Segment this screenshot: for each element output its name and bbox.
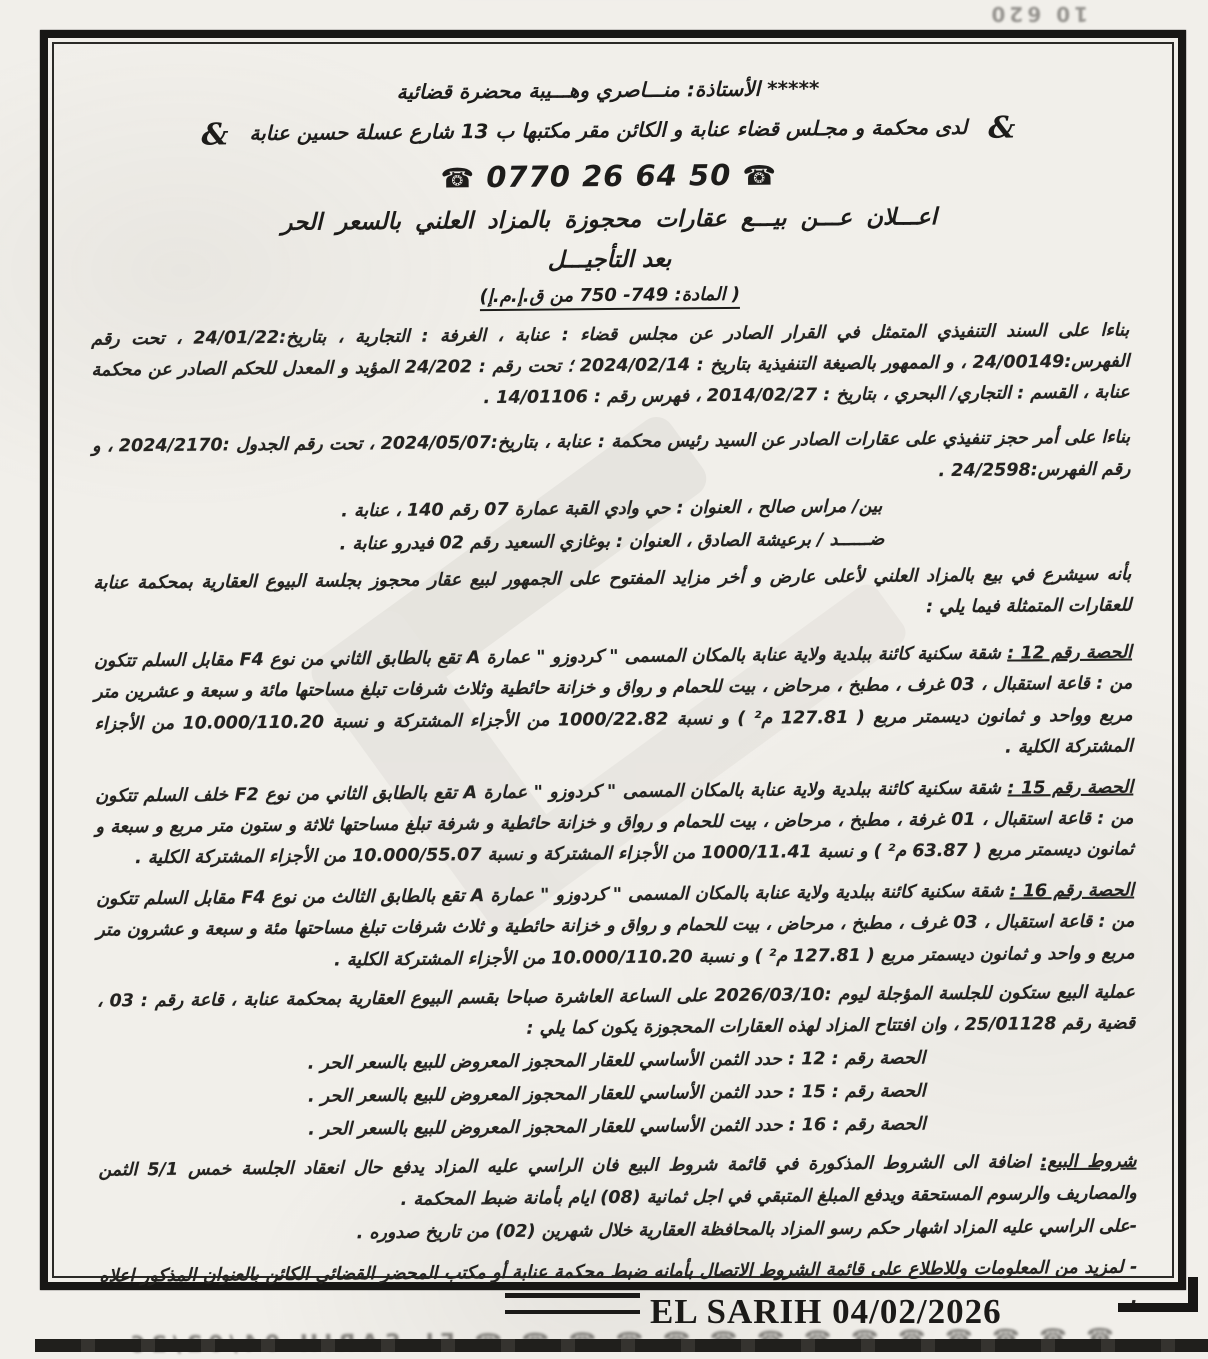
lot-15-description: شقة سكنية كائنة ببلدية ولاية عنابة بالمكان المسمى " كردوزو " عمارة A تقع بالطابق الثاني من نوع F2 خلف السلم تتكون من : قاعة استقبال ، 01 غرفة ، مطبخ ، مرحاض ، بيت للحمام و رواق و خزانة حائطية و شرفة تبلغ مساحتها ثلاثة و ستون متر مربع و سبعة و ثمانون ديسمتر مربع ( 63.87 م² ) و نسبة 1000/11.41 من الأجزاء المشتركة و نسبة 10.000/55.07 من الأجزاء المشتركة الكلية . xyxy=(95,778,1134,869)
registration-condition: -على الراسي عليه المزاد اشهار حكم رسو المزاد بالمحافظة العقارية خلال شهرين (02) من تاريخ صدوره . xyxy=(356,1216,1138,1243)
phone-number: 0770 26 64 50 xyxy=(486,157,732,195)
publication-date: 04/02/2026 xyxy=(832,1292,1002,1331)
newspaper-footer xyxy=(650,1292,1002,1332)
party-plaintiff: بين/ مراس صالح ، العنوان : حي وادي القبة عمارة 07 رقم 140 ، عنابة . xyxy=(341,496,883,522)
lot-15-label: الحصة رقم 15 : xyxy=(1007,777,1134,799)
bleed-through-top: 10 620 xyxy=(987,2,1088,26)
lot-12 xyxy=(94,638,1133,772)
bailiff-name: الأستاذة: منـــاصري وهـــيبة محضرة قضائية xyxy=(396,76,761,104)
notice-border-frame xyxy=(40,30,1186,1309)
price-line-12: الحصة رقم : 12 : حدد الثمن الأساسي للعقار المحجوز المعروض للبيع بالسعر الحر . xyxy=(307,1048,926,1074)
party-defendant xyxy=(93,522,1131,562)
price-line-16: الحصة رقم : 16 : حدد الثمن الأساسي للعقار المحجوز المعروض للبيع بالسعر الحر . xyxy=(308,1114,926,1140)
basis-executive-paragraph: بناءا على السند التنفيذي المتمثل في القرار الصادر عن مجلس قضاء : عنابة ، الغرفة : التجارية ، بتاريخ:24/01/22 ، تحت رقم الفهرس:24/00149 ، و الممهور بالصيغة التنفيذية بتاريخ : 2024/02/14 ؛ تحت رقم : 24/202 المؤيد و المعدل للحكم الصادر عن محكمة عنابة ، القسم : التجاري/ البحري ، بتاريخ : 2014/02/27 ، فهرس رقم : 14/01106 . xyxy=(91,320,1130,409)
lot-12-description: شقة سكنية كائنة ببلدية ولاية عنابة بالمكان المسمى " كردوزو " عمارة A تقع بالطابق الثاني من نوع F4 مقابل السلم تتكون من : قاعة استقبال ، 03 غرف ، مطبخ ، مرحاض ، بيت للحمام و رواق و خزانة حائطية وثلاث شرفات تبلغ مساحتها مائة و سبعة و عشرين متر مربع وواحد و ثمانون ديسمتر مربع ( 127.81 م² ) و نسبة 1000/22.82 من الأجزاء المشتركة و نسبة 10.000/110.20 من الأجزاء المشتركة الكلية . xyxy=(93,643,1133,758)
lot-16-label: الحصة رقم 16 : xyxy=(1009,880,1135,902)
defendant-details: برعيشة الصادق ، العنوان : بوغازي السعيد رقم 02 فيدرو عنابة . xyxy=(339,530,812,555)
auction-intro: بأنه سيشرع في بيع بالمزاد العلني لأعلى عارض و أخر مزايد المفتوح على الجمهور لبيع عقار محجوز بجلسة البيوع العقارية بمحكمة عنابة للعقارات المتمثلة فيما يلي : xyxy=(93,564,1132,618)
conditions-label: شروط البيع: xyxy=(1040,1151,1137,1173)
contact-info: - لمزيد من المعلومات وللاطلاع على قائمة الشروط الاتصال بأمانه ضبط محكمة عنابة أو مكتب المحضر القضائي الكائن بالعنوان المذكور اعلاه . xyxy=(99,1257,1138,1309)
lot-12-label: الحصة رقم 12 : xyxy=(1007,642,1133,664)
frame-corner-mark xyxy=(1118,1277,1198,1312)
newspaper-footer-band xyxy=(0,1294,1208,1338)
notice-subtitle: بعد التأجيـــل xyxy=(547,246,672,274)
ornament-right-icon: & xyxy=(988,110,1016,146)
session-details: عملية البيع ستكون للجلسة المؤجلة ليوم :2026/03/10 على الساعة العاشرة صباحا بقسم البيوع العقارية بمحكمة عنابة ، قاعة رقم : 03 ، قضية رقم 25/01128 ، وان افتتاح المزاد لهذه العقارات المحجوزة يكون كما يلي : xyxy=(96,982,1136,1039)
phone-line xyxy=(90,154,1128,197)
price-lines xyxy=(97,1041,1136,1147)
court-address: لدى محكمة و مجـلس قضاء عنابة و الكائن مقر مكتبها ب 13 شارع عسلة حسين عنابة xyxy=(249,114,968,146)
notice-title: اعـــلان عـــن بيـــع عقارات محجوزة بالمزاد العلني بالسعر الحر xyxy=(281,204,938,236)
bottom-scan-bar xyxy=(35,1339,1208,1352)
defendant-label: ضــــــد / xyxy=(816,529,885,551)
court-address-line xyxy=(89,109,1127,153)
lot-16-description: شقة سكنية كائنة ببلدية ولاية عنابة بالمكان المسمى " كردوزو " عمارة A تقع بالطابق الثالث من نوع F4 مقابل السلم تتكون من : قاعة استقبال ، 03 غرف ، مطبخ ، مرحاض ، بيت للحمام و رواق و خزانة حائطية و ثلاث شرفات تبلغ مساحتها مئة و سبعة و عشرون متر مربع و واحد و ثمانون ديسمتر مربع ( 127.81 م² ) و نسبة 10.000/110.20 من الأجزاء المشتركة الكلية . xyxy=(95,881,1135,970)
conditions-payment: اضافة الى الشروط المذكورة في قائمة شروط البيع فان الراسي عليه المزاد يدفع حال انعقاد الجلسة خمس 5/1 الثمن والمصاريف والرسوم المستحقة ويدفع المبلغ المتبقي في اجل ثمانية (08) ايام بأمانة ضبط المحكمة . xyxy=(98,1152,1137,1210)
newspaper-name: EL SARIH xyxy=(650,1292,823,1331)
ornament-left-icon: & xyxy=(201,117,229,153)
article-reference: ( المادة: 749- 750 من ق.إ.م.إ) xyxy=(91,280,1129,310)
price-line-15: الحصة رقم : 15 : حدد الثمن الأساسي للعقار المحجوز المعروض للبيع بالسعر الحر . xyxy=(307,1081,926,1107)
footer-rule xyxy=(505,1293,640,1314)
notice-inner-border xyxy=(52,42,1174,1309)
lot-15 xyxy=(95,772,1134,874)
lot-16 xyxy=(96,876,1135,978)
notice-content xyxy=(63,45,1164,1309)
seizure-order-paragraph: بناءا على أمر حجز تنفيذي على عقارات الصادر عن السيد رئيس محكمة : عنابة ، بتاريخ:2024/05/07 ، تحت رقم الجدول :2024/2170 ، و رقم الفهرس:24/2598 . xyxy=(92,427,1131,481)
phone-icon: ☎ xyxy=(440,163,476,195)
bailiff-name-line xyxy=(89,73,1127,106)
phone-icon: ☎ xyxy=(742,160,778,192)
stars-mark: ***** xyxy=(767,76,820,101)
sale-conditions xyxy=(98,1147,1137,1218)
